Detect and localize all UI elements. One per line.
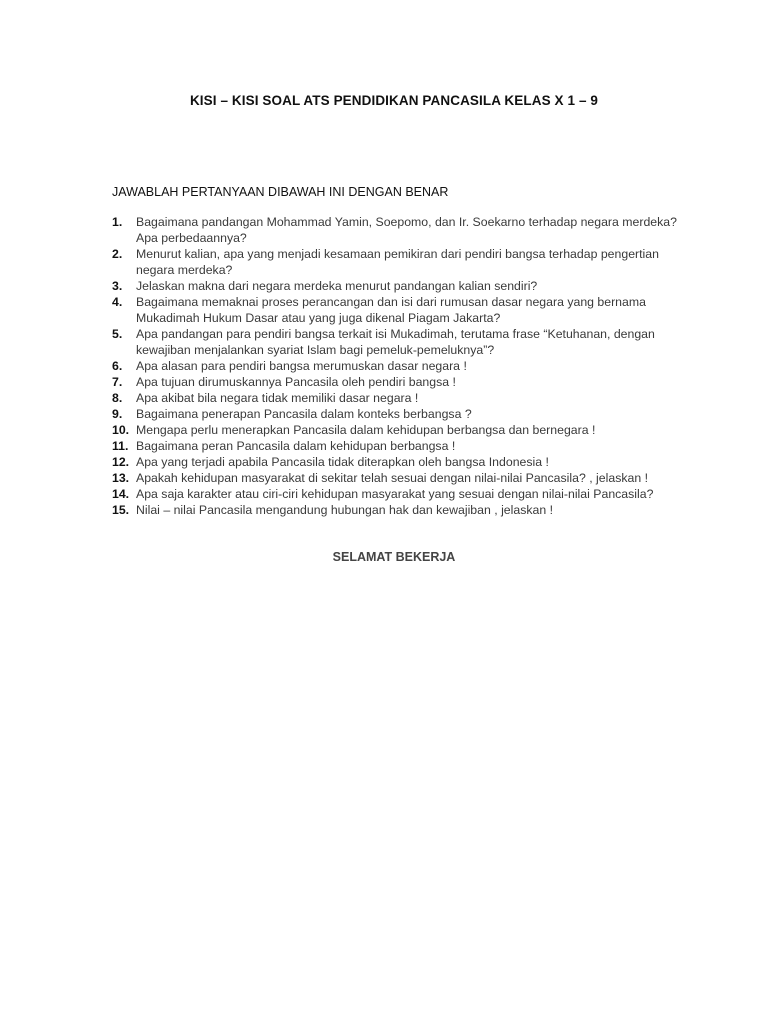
question-number: 3. (112, 279, 123, 293)
question-number: 9. (112, 407, 123, 421)
question-number: 2. (112, 247, 123, 261)
question-text: Bagaimana memaknai proses perancangan dan isi dari rumusan dasar negara yang bernama Mukadimah Hukum Dasar atau yang juga dikenal Piagam Jakarta? (136, 295, 646, 325)
question-number: 10. (112, 423, 130, 437)
question-text: Apa akibat bila negara tidak memiliki dasar negara ! (136, 391, 419, 405)
list-item (112, 438, 682, 454)
question-number: 11. (112, 439, 129, 453)
list-item (112, 502, 682, 518)
question-text: Bagaimana peran Pancasila dalam kehidupan berbangsa ! (136, 439, 456, 453)
question-number: 1. (112, 215, 123, 229)
question-number: 13. (112, 471, 130, 485)
list-item (112, 294, 682, 326)
question-text: Nilai – nilai Pancasila mengandung hubungan hak dan kewajiban , jelaskan ! (136, 503, 554, 517)
question-text: Apa alasan para pendiri bangsa merumuskan dasar negara ! (136, 359, 467, 373)
question-number: 14. (112, 487, 130, 501)
question-text: Apa pandangan para pendiri bangsa terkait isi Mukadimah, terutama frase “Ketuhanan, dengan kewajiban menjalankan syariat Islam bagi pemeluk-pemeluknya”? (136, 327, 655, 357)
instruction-text: JAWABLAH PERTANYAAN DIBAWAH INI DENGAN BENAR (112, 185, 449, 199)
list-item (112, 278, 682, 294)
list-item (112, 422, 682, 438)
list-item (112, 470, 682, 486)
question-number: 8. (112, 391, 123, 405)
question-number: 5. (112, 327, 123, 341)
list-item (112, 454, 682, 470)
question-text: Apakah kehidupan masyarakat di sekitar telah sesuai dengan nilai-nilai Pancasila? , jelaskan ! (136, 471, 648, 485)
question-text: Jelaskan makna dari negara merdeka menurut pandangan kalian sendiri? (136, 279, 538, 293)
question-number: 12. (112, 455, 130, 469)
list-item (112, 374, 682, 390)
question-text: Apa tujuan dirumuskannya Pancasila oleh pendiri bangsa ! (136, 375, 456, 389)
question-text: Mengapa perlu menerapkan Pancasila dalam kehidupan berbangsa dan bernegara ! (136, 423, 596, 437)
question-text: Bagaimana penerapan Pancasila dalam konteks berbangsa ? (136, 407, 472, 421)
list-item (112, 326, 682, 358)
list-item (112, 390, 682, 406)
question-number: 15. (112, 503, 130, 517)
question-text: Apa yang terjadi apabila Pancasila tidak diterapkan oleh bangsa Indonesia ! (136, 455, 549, 469)
question-text: Bagaimana pandangan Mohammad Yamin, Soepomo, dan Ir. Soekarno terhadap negara merdeka? Apa perbedaannya? (136, 215, 677, 245)
document-title: KISI – KISI SOAL ATS PENDIDIKAN PANCASILA KELAS X 1 – 9 (189, 93, 599, 108)
list-item (112, 406, 682, 422)
list-item (112, 358, 682, 374)
question-text: Menurut kalian, apa yang menjadi kesamaan pemikiran dari pendiri bangsa terhadap pengertian negara merdeka? (136, 247, 659, 277)
list-item (112, 246, 682, 278)
list-item (112, 486, 682, 502)
question-list (112, 214, 682, 518)
closing-text: SELAMAT BEKERJA (332, 550, 456, 564)
question-number: 4. (112, 295, 123, 309)
list-item (112, 214, 682, 246)
question-number: 6. (112, 359, 123, 373)
question-text: Apa saja karakter atau ciri-ciri kehidupan masyarakat yang sesuai dengan nilai-nilai Pancasila? (136, 487, 654, 501)
question-number: 7. (112, 375, 123, 389)
